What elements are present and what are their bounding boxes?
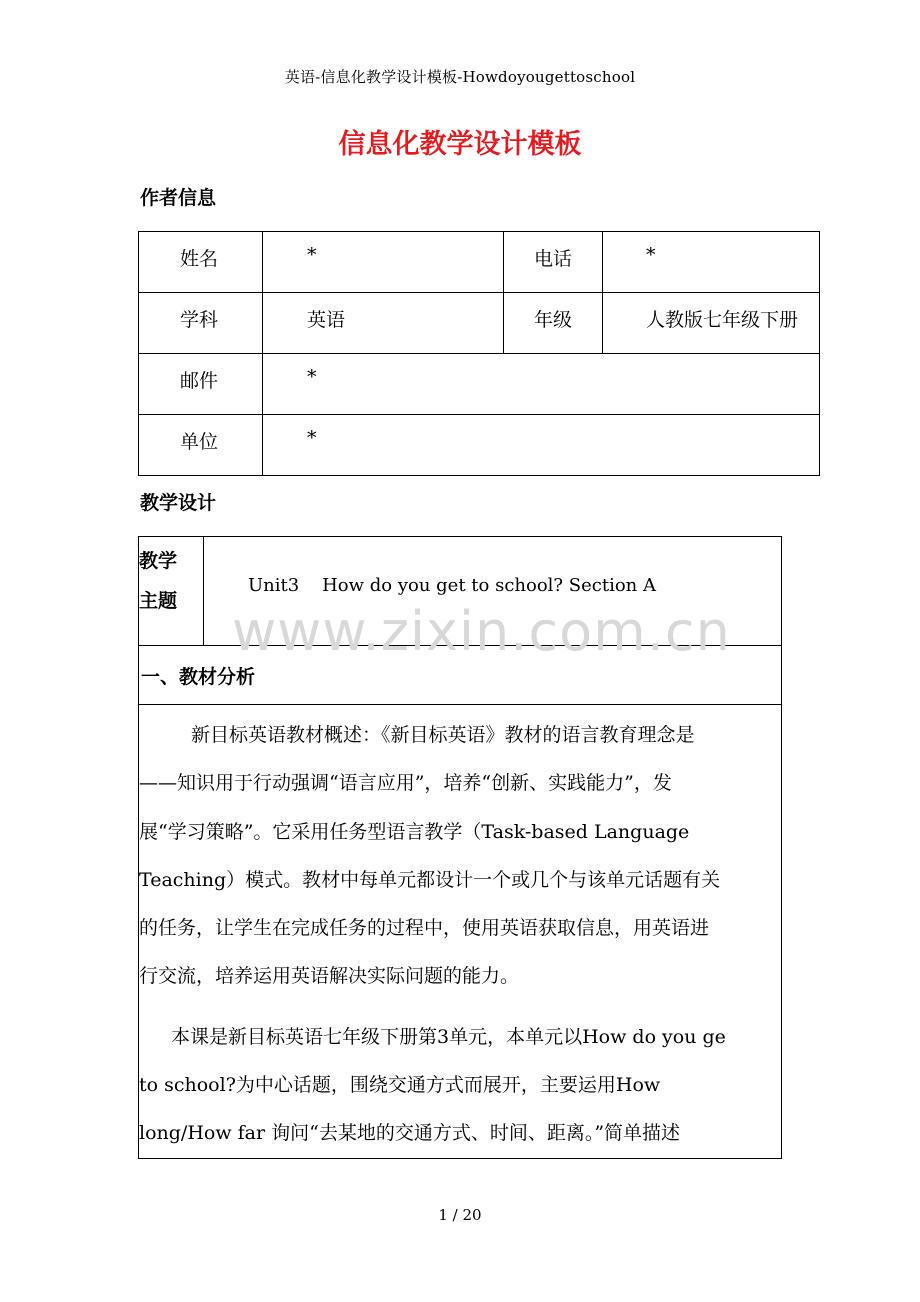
paragraph-line: long/How far 询问“去某地的交通方式、时间、距离。”简单描述 xyxy=(139,1122,681,1145)
topic-label-cell xyxy=(139,537,204,646)
running-header: 英语-信息化教学设计模板-Howdoyougettoschool xyxy=(284,68,636,86)
table-row xyxy=(139,232,820,293)
analysis-body-cell xyxy=(139,705,782,1159)
paragraph-line: 展“学习策略”。它采用任务型语言教学（Task-based Language xyxy=(139,820,690,843)
subject-label: 学科 xyxy=(180,309,219,331)
teaching-design-table xyxy=(138,536,782,1159)
analysis-heading: 一、教材分析 xyxy=(141,665,256,688)
paragraph-line: 新目标英语教材概述：《新目标英语》教材的语言教育理念是 xyxy=(191,724,695,746)
table-row xyxy=(139,705,782,1159)
table-row xyxy=(139,646,782,705)
phone-label-cell xyxy=(504,232,603,293)
email-label-cell xyxy=(139,354,263,415)
analysis-heading-cell xyxy=(139,646,782,705)
table-row xyxy=(139,537,782,646)
subject-value-cell xyxy=(263,293,504,354)
unit-label-cell xyxy=(139,415,263,476)
phone-value: * xyxy=(646,244,656,266)
watermark: www.zixin.com.cn xyxy=(232,600,731,663)
paragraph-line: 行交流，培养运用英语解决实际问题的能力。 xyxy=(139,965,520,988)
unit-label: 单位 xyxy=(180,431,219,453)
table-row xyxy=(139,354,820,415)
subject-label-cell xyxy=(139,293,263,354)
author-section-heading: 作者信息 xyxy=(140,187,217,209)
table-row xyxy=(139,415,820,476)
design-section-heading: 教学设计 xyxy=(140,492,217,514)
name-label-cell xyxy=(139,232,263,293)
topic-value: Unit3 How do you get to school? Section A xyxy=(248,575,656,596)
unit-value-cell xyxy=(263,415,820,476)
document-title: 信息化教学设计模板 xyxy=(338,129,582,160)
paragraph-line: ——知识用于行动强调“语言应用”，培养“创新、实践能力”，发 xyxy=(139,772,672,795)
page-number: 1 / 20 xyxy=(438,1206,482,1224)
email-value-cell xyxy=(263,354,820,415)
name-value-cell xyxy=(263,232,504,293)
grade-label-cell xyxy=(504,293,603,354)
subject-value: 英语 xyxy=(307,309,346,331)
paragraph-line: 本课是新目标英语七年级下册第3单元，本单元以How do you ge xyxy=(171,1025,726,1048)
unit-value: * xyxy=(307,427,317,449)
grade-value-cell xyxy=(603,293,820,354)
table-row xyxy=(139,293,820,354)
topic-label-line2: 主题 xyxy=(139,590,178,612)
paragraph-line: Teaching）模式。教材中每单元都设计一个或几个与该单元话题有关 xyxy=(139,868,721,891)
email-label: 邮件 xyxy=(180,370,219,392)
topic-value-cell xyxy=(204,537,782,646)
grade-value: 人教版七年级下册 xyxy=(646,309,799,331)
topic-label-line1: 教学 xyxy=(139,550,178,572)
phone-value-cell xyxy=(603,232,820,293)
name-label: 姓名 xyxy=(180,248,219,270)
name-value: * xyxy=(307,244,317,266)
paragraph-line: 的任务，让学生在完成任务的过程中，使用英语获取信息，用英语进 xyxy=(139,917,710,940)
phone-label: 电话 xyxy=(534,248,573,270)
author-info-table xyxy=(138,231,820,476)
paragraph-line: to school?为中心话题，围绕交通方式而展开，主要运用How xyxy=(139,1074,661,1097)
email-value: * xyxy=(307,366,317,388)
grade-label: 年级 xyxy=(534,309,573,331)
